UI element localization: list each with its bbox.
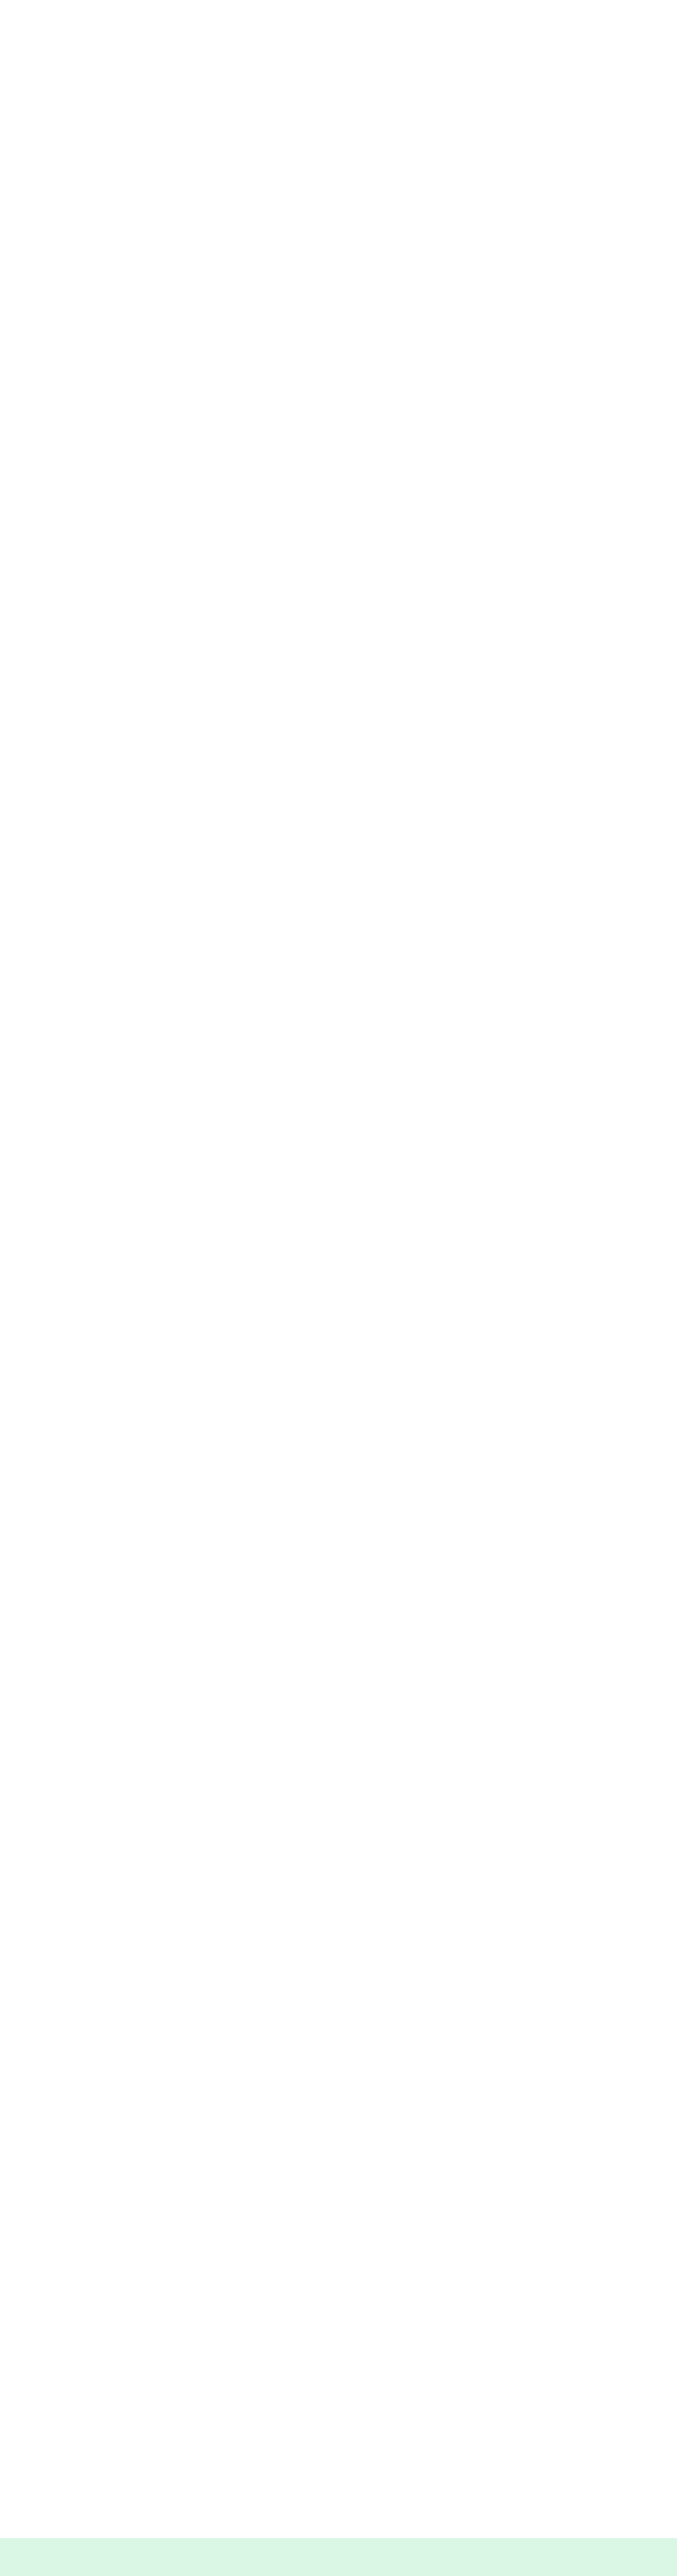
coordinate-plane-1 [0, 257, 677, 754]
coordinate-plane-4 [0, 1998, 677, 2495]
coordinate-plane-3 [0, 1418, 677, 1916]
coordinate-plane-2 [0, 839, 677, 1337]
answer-box [0, 2538, 677, 2576]
